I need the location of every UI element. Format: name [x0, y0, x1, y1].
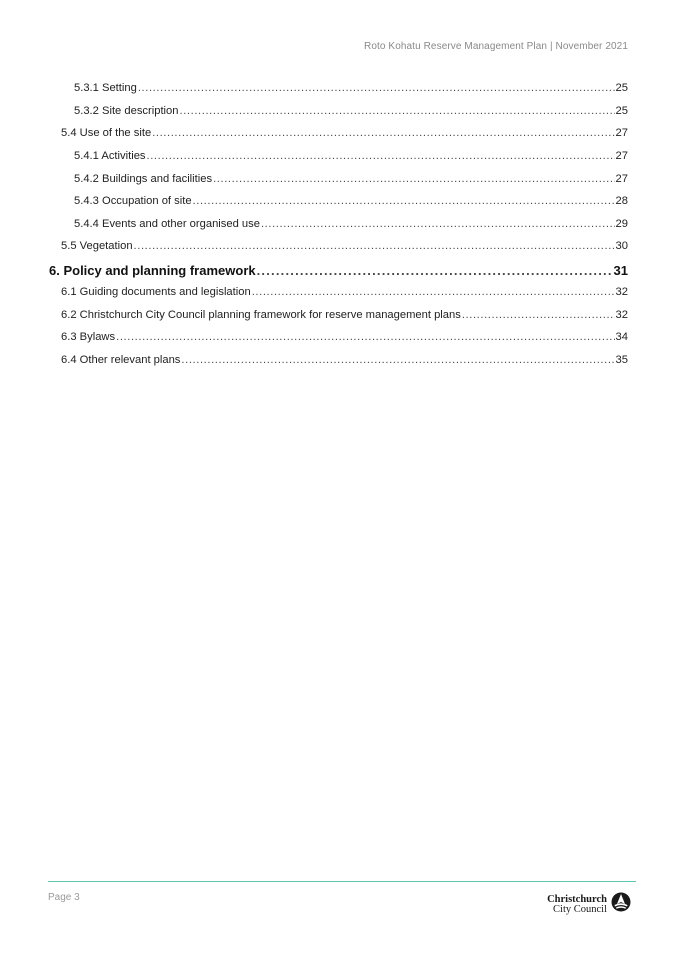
toc-leader-dots [213, 173, 614, 185]
toc-entry[interactable] [74, 195, 628, 207]
page-number: Page 3 [48, 892, 80, 903]
footer-divider [48, 881, 636, 882]
toc-leader-dots [116, 331, 614, 343]
toc-entry-page: 27 [615, 173, 628, 185]
toc-leader-dots [181, 354, 614, 366]
toc-leader-dots [147, 150, 615, 162]
toc-entry-label: 6.2 Christchurch City Council planning framework for reserve management plans [61, 309, 461, 321]
toc-leader-dots [261, 218, 615, 230]
toc-entry-label: 5.4.3 Occupation of site [74, 195, 192, 207]
toc-entry-label: 5.3.1 Setting [74, 82, 137, 94]
toc-entry-page: 34 [615, 331, 628, 343]
running-header: Roto Kohatu Reserve Management Plan | November 2021 [364, 41, 628, 52]
toc-entry[interactable] [61, 127, 628, 139]
toc-entry[interactable] [61, 240, 628, 252]
toc-entry-page: 27 [615, 150, 628, 162]
toc-entry-label: 5.4 Use of the site [61, 127, 152, 139]
toc-leader-dots [193, 195, 615, 207]
toc-leader-dots [152, 127, 614, 139]
toc-entry[interactable] [74, 105, 628, 117]
toc-entry-page: 27 [615, 127, 628, 139]
toc-entry[interactable] [74, 173, 628, 185]
toc-entry-label: 5.4.1 Activities [74, 150, 146, 162]
toc-leader-dots [252, 286, 615, 298]
toc-entry-page: 25 [615, 82, 628, 94]
toc-entry[interactable] [61, 309, 628, 321]
toc-entry[interactable] [74, 150, 628, 162]
toc-entry-label: 6.3 Bylaws [61, 331, 116, 343]
toc-entry-page: 32 [615, 286, 628, 298]
toc-leader-dots [462, 309, 615, 321]
toc-entry[interactable] [61, 331, 628, 343]
toc-entry[interactable] [61, 286, 628, 298]
toc-entry-label: 5.5 Vegetation [61, 240, 133, 252]
logo-line-1: Christchurch [547, 893, 607, 905]
council-logo [547, 892, 631, 917]
toc-entry-label: 5.4.2 Buildings and facilities [74, 173, 213, 185]
toc-leader-dots [138, 82, 615, 94]
toc-entry[interactable] [74, 218, 628, 230]
toc-entry-page: 35 [615, 354, 628, 366]
toc-leader-dots [257, 263, 613, 278]
toc-entry[interactable] [74, 82, 628, 94]
toc-entry-page: 25 [615, 105, 628, 117]
toc-entry-label: 6.4 Other relevant plans [61, 354, 181, 366]
toc-entry-label: 6.1 Guiding documents and legislation [61, 286, 251, 298]
toc-entry-page: 29 [615, 218, 628, 230]
toc-entry-page: 28 [615, 195, 628, 207]
toc-chapter-entry[interactable] [49, 263, 628, 278]
toc-leader-dots [134, 240, 615, 252]
toc-leader-dots [179, 105, 614, 117]
logo-wordmark [547, 895, 607, 915]
toc-entry-label: 6. Policy and planning framework [49, 263, 256, 278]
toc-entry[interactable] [61, 354, 628, 366]
christchurch-city-council-logo-icon [611, 892, 631, 917]
toc-entry-page: 32 [615, 309, 628, 321]
logo-line-2: City Council [553, 903, 607, 915]
toc-entry-page: 30 [615, 240, 628, 252]
toc-entry-label: 5.4.4 Events and other organised use [74, 218, 260, 230]
toc-entry-page: 31 [613, 263, 628, 278]
toc-entry-label: 5.3.2 Site description [74, 105, 179, 117]
